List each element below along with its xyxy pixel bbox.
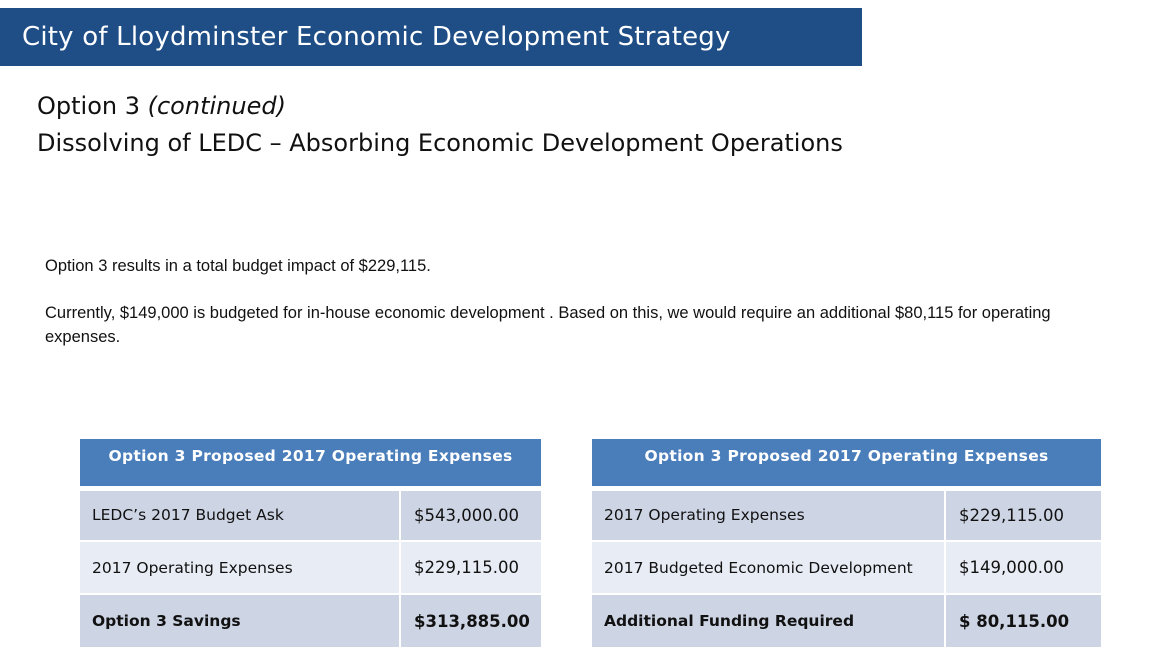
funding-table: [592, 439, 1101, 647]
table-row: [80, 541, 541, 594]
title-banner: [0, 8, 862, 66]
row-label: Option 3 Savings: [80, 594, 400, 647]
table-row: [80, 488, 541, 541]
row-value: $149,000.00: [945, 541, 1101, 594]
subtitle-line-1: [37, 88, 843, 125]
budget-impact-paragraph: Option 3 results in a total budget impact of $229,115.: [45, 257, 431, 275]
savings-table: [80, 439, 541, 647]
table-header: Option 3 Proposed 2017 Operating Expenses: [592, 439, 1101, 488]
table-header-row: [592, 439, 1101, 488]
funding-paragraph: Currently, $149,000 is budgeted for in-house economic development . Based on this, we would require an additional $80,115 for operating expenses.: [45, 304, 1051, 346]
table-header-row: [80, 439, 541, 488]
row-label: Additional Funding Required: [592, 594, 945, 647]
row-value: $229,115.00: [945, 488, 1101, 541]
table-row: [592, 488, 1101, 541]
page-title: City of Lloydminster Economic Development Strategy: [22, 22, 731, 52]
row-label: 2017 Operating Expenses: [80, 541, 400, 594]
subtitle-option: Option 3: [37, 92, 148, 120]
row-label: 2017 Budgeted Economic Development: [592, 541, 945, 594]
table-row: [592, 541, 1101, 594]
slide-subtitle: [37, 88, 843, 162]
row-value: $313,885.00: [400, 594, 541, 647]
subtitle-line-2: Dissolving of LEDC – Absorbing Economic Development Operations: [37, 129, 843, 157]
row-value: $543,000.00: [400, 488, 541, 541]
subtitle-continued: (continued): [147, 92, 286, 120]
table-total-row: [80, 594, 541, 647]
row-value: $229,115.00: [400, 541, 541, 594]
row-label: LEDC’s 2017 Budget Ask: [80, 488, 400, 541]
table-total-row: [592, 594, 1101, 647]
row-label: 2017 Operating Expenses: [592, 488, 945, 541]
row-value: $ 80,115.00: [945, 594, 1101, 647]
table-header: Option 3 Proposed 2017 Operating Expenses: [80, 439, 541, 488]
